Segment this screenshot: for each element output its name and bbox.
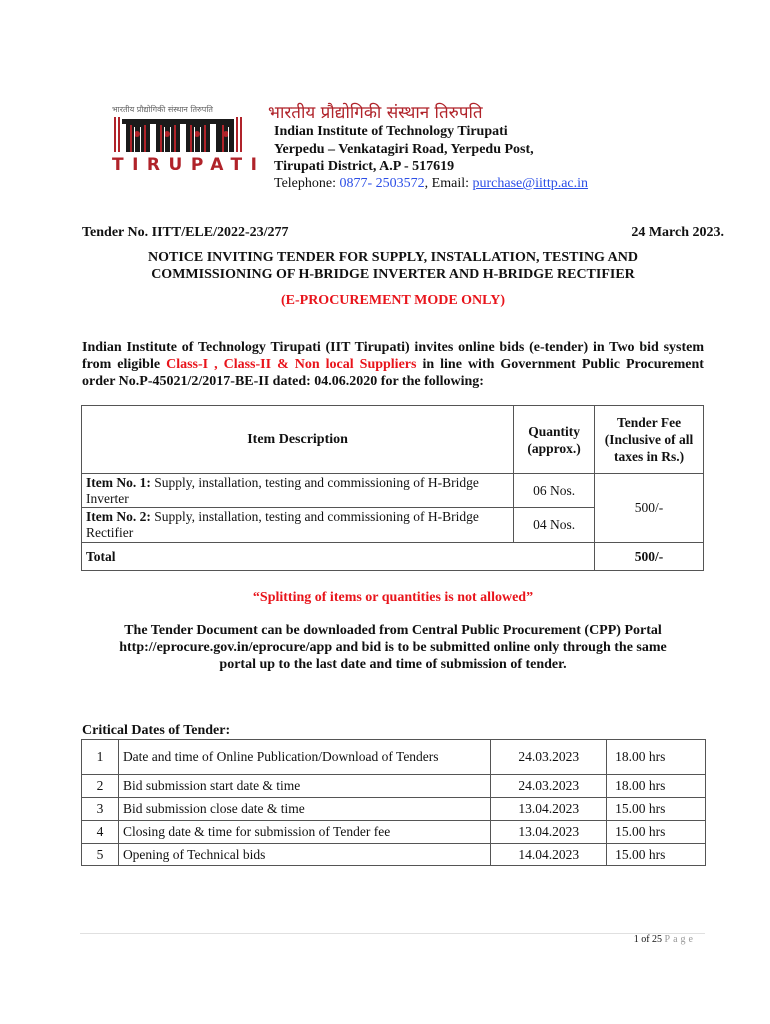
event-date: 24.03.2023 <box>491 740 607 775</box>
intro-paragraph <box>82 339 704 390</box>
event-date: 24.03.2023 <box>491 775 607 798</box>
download-notice-line-1: The Tender Document can be downloaded from Central Public Procurement (CPP) Portal <box>124 623 662 638</box>
row-number: 3 <box>82 798 119 821</box>
items-table <box>81 405 704 571</box>
total-row <box>82 543 704 571</box>
event-date: 13.04.2023 <box>491 821 607 844</box>
item-2-label: Item No. 2: <box>86 509 151 524</box>
email-label: , Email: <box>424 176 473 191</box>
event-description: Date and time of Online Publication/Download of Tenders <box>118 740 490 775</box>
intro-text-1: Indian Institute of Technology Tirupati (IIT Tirupati) invites online bids (e-tender) in Two bid system from eligible <box>82 340 704 372</box>
event-date: 13.04.2023 <box>491 798 607 821</box>
item-1-label: Item No. 1: <box>86 474 151 490</box>
table-row <box>82 775 706 798</box>
page-count: 1 of 25 <box>633 934 663 945</box>
download-notice-line-2[interactable]: http://eprocure.gov.in/eprocure/app and bid is to be submitted online only through the same <box>119 640 667 655</box>
address-line-2: Tirupati District, A.P - 517619 <box>274 159 455 174</box>
splitting-notice: “Splitting of items or quantities is not allowed” <box>252 590 534 605</box>
event-description: Closing date & time for submission of Tender fee <box>118 821 490 844</box>
iit-tirupati-logo <box>108 104 266 176</box>
critical-dates-heading: Critical Dates of Tender: <box>82 723 231 738</box>
intro-text-2: in line with Government Public Procurement order No.P-45021/2/2017-BE-II dated: 04.06.2020 for the following: <box>82 357 704 389</box>
header-tender-fee: Tender Fee (Inclusive of all taxes in Rs.) <box>595 406 704 474</box>
table-row <box>82 844 706 866</box>
logo-pillars-icon <box>112 117 244 152</box>
event-time: 18.00 hrs <box>607 775 706 798</box>
event-description: Bid submission start date & time <box>118 775 490 798</box>
eligible-classes: Class-I , Class-II & Non local Suppliers <box>166 357 417 372</box>
items-table-header <box>82 406 704 474</box>
table-row <box>82 474 704 508</box>
page-number <box>560 934 696 945</box>
row-number: 2 <box>82 775 119 798</box>
table-row <box>82 740 706 775</box>
logo-wordmark: TIRUPATI <box>112 155 266 175</box>
header-quantity: Quantity (approx.) <box>514 406 595 474</box>
institute-name: Indian Institute of Technology Tirupati <box>274 124 508 139</box>
telephone-number[interactable]: 0877- 2503572 <box>339 176 425 191</box>
table-row <box>82 798 706 821</box>
total-label: Total <box>82 543 595 571</box>
total-value: 500/- <box>595 543 704 571</box>
tender-title-line-2: COMMISSIONING OF H-BRIDGE INVERTER AND H-BRIDGE RECTIFIER <box>151 267 635 282</box>
header-item-description: Item Description <box>82 406 514 474</box>
logo-hindi-caption: भारतीय प्रौद्योगिकी संस्थान तिरुपति <box>112 105 213 114</box>
item-1-text: Supply, installation, testing and commissioning of H-Bridge Inverter <box>86 474 479 506</box>
address-line-1: Yerpedu – Venkatagiri Road, Yerpedu Post, <box>274 142 534 157</box>
row-number: 4 <box>82 821 119 844</box>
item-2-text: Supply, installation, testing and commissioning of H-Bridge Rectifier <box>86 509 479 540</box>
event-time: 18.00 hrs <box>607 740 706 775</box>
tender-fee-value: 500/- <box>595 474 704 543</box>
download-notice-line-3: portal up to the last date and time of submission of tender. <box>219 657 567 672</box>
critical-dates-table <box>81 739 706 866</box>
item-1-quantity: 06 Nos. <box>514 474 595 508</box>
event-description: Opening of Technical bids <box>118 844 490 866</box>
table-row <box>82 821 706 844</box>
event-description: Bid submission close date & time <box>118 798 490 821</box>
event-date: 14.04.2023 <box>491 844 607 866</box>
tender-date: 24 March 2023. <box>631 225 724 240</box>
event-time: 15.00 hrs <box>607 821 706 844</box>
event-time: 15.00 hrs <box>607 844 706 866</box>
procurement-mode: (E-PROCUREMENT MODE ONLY) <box>280 293 505 308</box>
tender-number: Tender No. IITT/ELE/2022-23/277 <box>82 225 289 240</box>
institute-hindi-title: भारतीय प्रौद्योगिकी संस्थान तिरुपति <box>268 103 483 123</box>
item-2-description <box>82 508 514 543</box>
row-number: 5 <box>82 844 119 866</box>
tender-title-line-1: NOTICE INVITING TENDER FOR SUPPLY, INSTALLATION, TESTING AND <box>148 250 638 265</box>
telephone-label: Telephone: <box>274 176 340 191</box>
event-time: 15.00 hrs <box>607 798 706 821</box>
item-1-description <box>82 474 514 508</box>
email-link[interactable]: purchase@iittp.ac.in <box>472 176 589 191</box>
page-word: Page <box>664 934 696 945</box>
item-2-quantity: 04 Nos. <box>514 508 595 543</box>
contact-line <box>274 175 588 192</box>
row-number: 1 <box>82 740 119 775</box>
